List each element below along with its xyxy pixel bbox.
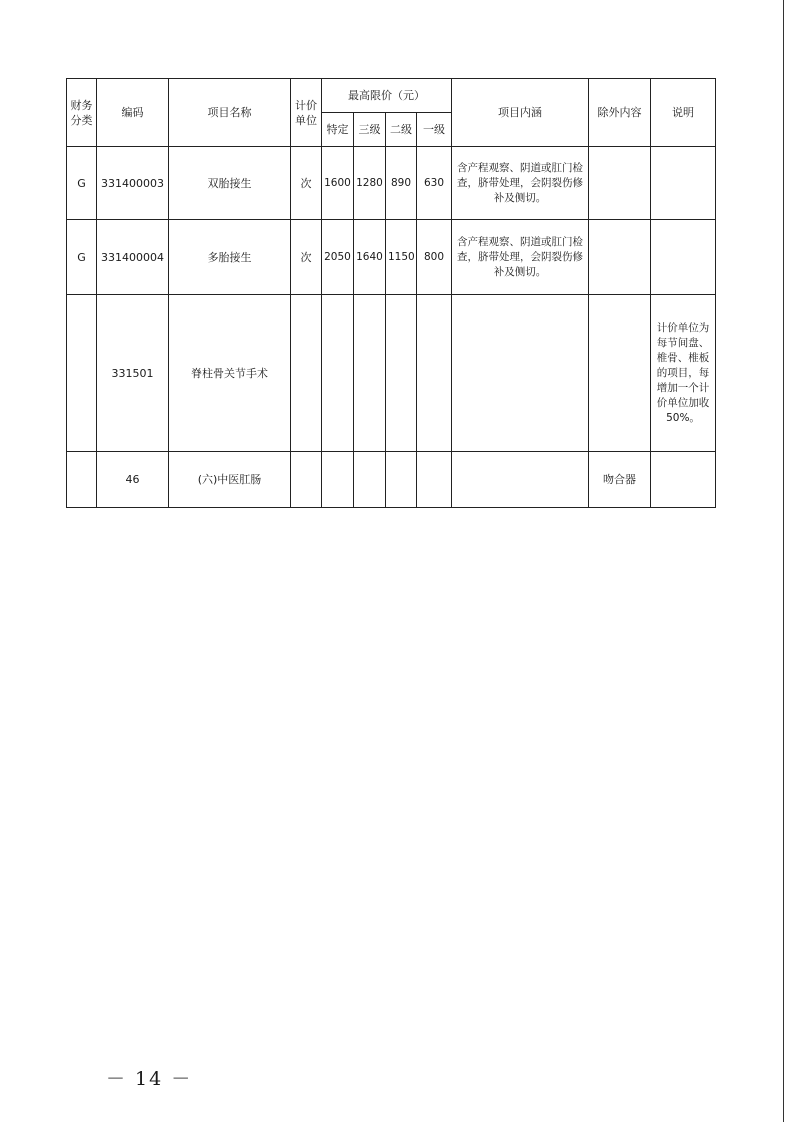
cell-notes [651,220,716,295]
header-level1: 一级 [417,113,452,147]
cell-level1-price: 800 [417,220,452,295]
cell-level3-price: 1640 [354,220,386,295]
table-row [67,147,716,220]
cell-finance-category: G [67,147,97,220]
table-row [67,295,716,452]
cell-finance-category [67,452,97,508]
cell-level2-price [386,295,417,452]
cell-finance-category [67,295,97,452]
cell-special-price: 1600 [322,147,354,220]
cell-code: 331400004 [97,220,169,295]
header-pricing-unit: 计价单位 [291,79,322,147]
cell-level2-price: 1150 [386,220,417,295]
cell-special-price: 2050 [322,220,354,295]
cell-code: 331400003 [97,147,169,220]
cell-content: 含产程观察、阴道或肛门检查，脐带处理，会阴裂伤修补及侧切。 [452,220,589,295]
cell-content [452,452,589,508]
cell-pricing-unit [291,295,322,452]
cell-level3-price [354,452,386,508]
cell-finance-category: G [67,220,97,295]
cell-excluded [589,220,651,295]
header-level2: 二级 [386,113,417,147]
header-excluded: 除外内容 [589,79,651,147]
header-special: 特定 [322,113,354,147]
table-row [67,220,716,295]
header-finance-category: 财务分类 [67,79,97,147]
cell-level2-price [386,452,417,508]
cell-content: 含产程观察、阴道或肛门检查，脐带处理，会阴裂伤修补及侧切。 [452,147,589,220]
price-table [66,78,716,508]
cell-pricing-unit: 次 [291,220,322,295]
cell-code: 46 [97,452,169,508]
table-row [67,452,716,508]
cell-item-name: 脊柱骨关节手术 [169,295,291,452]
cell-level2-price: 890 [386,147,417,220]
page-edge-line [783,0,784,1122]
header-code: 编码 [97,79,169,147]
cell-item-name: 双胎接生 [169,147,291,220]
cell-notes [651,452,716,508]
header-content: 项目内涵 [452,79,589,147]
cell-item-name: (六)中医肛肠 [169,452,291,508]
header-level3: 三级 [354,113,386,147]
cell-excluded: 吻合器 [589,452,651,508]
cell-excluded [589,147,651,220]
header-max-price: 最高限价（元） [322,79,452,113]
header-item-name: 项目名称 [169,79,291,147]
cell-level1-price: 630 [417,147,452,220]
page-number: － 14 － [106,1068,193,1090]
cell-special-price [322,452,354,508]
header-row-top [67,79,716,113]
cell-notes [651,147,716,220]
cell-code: 331501 [97,295,169,452]
cell-level3-price [354,295,386,452]
cell-level3-price: 1280 [354,147,386,220]
cell-pricing-unit [291,452,322,508]
cell-pricing-unit: 次 [291,147,322,220]
cell-level1-price [417,295,452,452]
cell-item-name: 多胎接生 [169,220,291,295]
cell-special-price [322,295,354,452]
cell-level1-price [417,452,452,508]
cell-excluded [589,295,651,452]
cell-content [452,295,589,452]
header-notes: 说明 [651,79,716,147]
cell-notes: 计价单位为每节间盘、椎骨、椎板的项目，每增加一个计价单位加收50%。 [651,295,716,452]
